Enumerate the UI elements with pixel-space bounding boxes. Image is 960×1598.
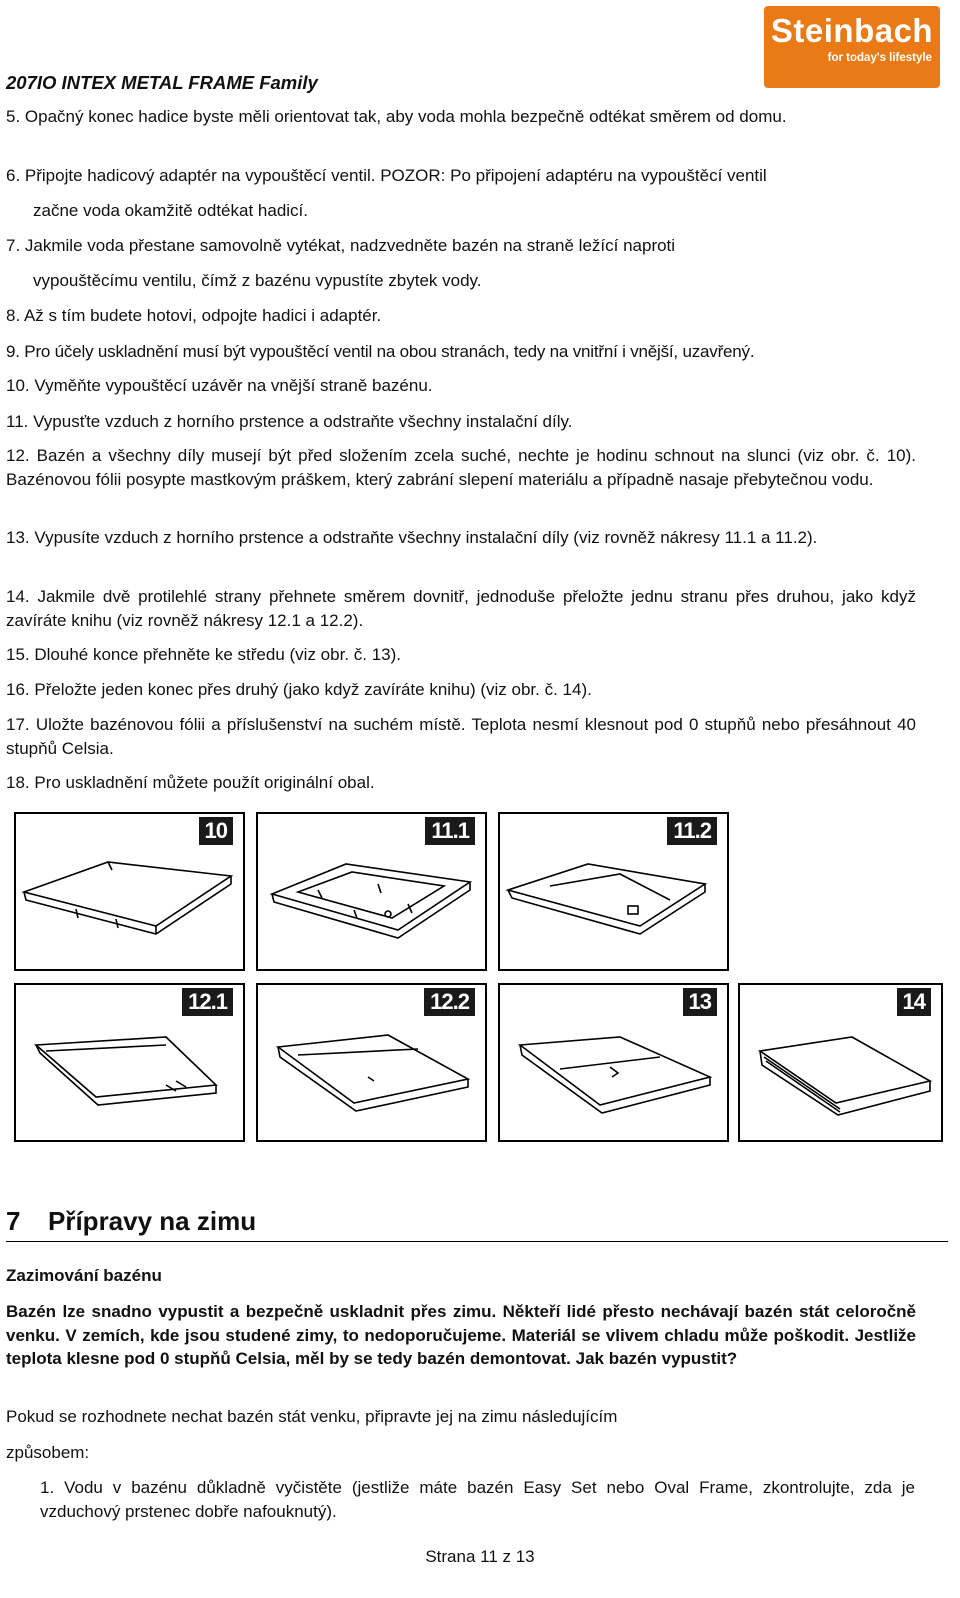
step-13: 13. Vypusíte vzduch z horního prstence a odstraňte všechny instalační díly (viz rovněž nákresy 11.1 a 11.2). <box>6 528 818 547</box>
step-12: 12. Bazén a všechny díly musejí být před složením zcela suché, nechte je hodinu schnout na slunci (viz obr. č. 10). Bazénovou fólii posypte mastkovým práškem, který zabrání slepení materiálu a případně nasaje přebytečnou vodu. <box>6 446 916 489</box>
step-11: 11. Vypusťte vzduch z horního prstence a odstraňte všechny instalační díly. <box>6 412 573 431</box>
step-5: 5. Opačný konec hadice byste měli orientovat tak, aby voda mohla bezpečně odtékat směrem od domu. <box>6 107 787 126</box>
step-18: 18. Pro uskladnění můžete použít originální obal. <box>6 773 375 792</box>
figure-14 <box>738 983 943 1142</box>
step-16: 16. Přeložte jeden konec přes druhý (jako když zavíráte knihu) (viz obr. č. 14). <box>6 680 592 699</box>
logo-tagline: for today's lifestyle <box>827 52 932 64</box>
section-heading <box>6 1206 256 1237</box>
step-15: 15. Dlouhé konce přehněte ke středu (viz obr. č. 13). <box>6 645 402 664</box>
bold-intro-paragraph: Bazén lze snadno vypustit a bezpečně uskladnit přes zimu. Někteří lidé přesto nechávají bazén stát celoročně venku. V zemích, kde jsou studené zimy, to nedoporučujeme. Materiál se vlivem chladu může poškodit. Jestliže teplota klesne pod 0 stupňů Celsia, měl by se tedy bazén demontovat. Jak bazén vypustit? <box>6 1302 916 1368</box>
figure-label: 13 <box>683 988 717 1016</box>
figure-label: 12.2 <box>424 988 475 1016</box>
document-title: 207IO INTEX METAL FRAME Family <box>6 72 318 93</box>
figure-12-2 <box>256 983 487 1142</box>
step-14: 14. Jakmile dvě protilehlé strany přehnete směrem dovnitř, jednoduše přeložte jednu stranu přes druhou, jako když zavíráte knihu (viz rovněž nákresy 12.1 a 12.2). <box>6 587 916 630</box>
intro-line-1: Pokud se rozhodnete nechat bazén stát venku, připravte jej na zimu následujícím <box>6 1407 618 1426</box>
step-6-line1: 6. Připojte hadicový adaptér na vypouštěcí ventil. POZOR: Po připojení adaptéru na vypouštěcí ventil <box>6 166 767 185</box>
section-number: 7 <box>6 1206 21 1236</box>
list-item-1: 1. Vodu v bazénu důkladně vyčistěte (jestliže máte bazén Easy Set nebo Oval Frame, zkontrolujte, zda je vzduchový prstenec dobře nafouknutý). <box>40 1478 915 1521</box>
figure-label: 11.1 <box>425 817 475 845</box>
logo-brand: Steinbach <box>770 12 934 49</box>
figure-11-1 <box>256 812 487 971</box>
step-9: 9. Pro účely uskladnění musí být vypouštěcí ventil na obou stranách, tedy na vnitřní i vnější, uzavřený. <box>6 342 755 361</box>
step-7-line2: vypouštěcímu ventilu, čímž z bazénu vypustíte zbytek vody. <box>33 271 482 290</box>
step-6-line2: začne voda okamžitě odtékat hadicí. <box>33 201 308 220</box>
step-17: 17. Uložte bazénovou fólii a příslušenství na suchém místě. Teplota nesmí klesnout pod 0 stupňů nebo přesáhnout 40 stupňů Celsia. <box>6 715 916 758</box>
figure-label: 11.2 <box>667 817 717 845</box>
step-10: 10. Vyměňte vypouštěcí uzávěr na vnější straně bazénu. <box>6 376 433 395</box>
figure-13 <box>498 983 729 1142</box>
intro-line-2: způsobem: <box>6 1443 90 1462</box>
step-8: 8. Až s tím budete hotovi, odpojte hadici i adaptér. <box>6 306 382 325</box>
heading-rule <box>6 1241 948 1242</box>
figure-label: 10 <box>199 817 233 845</box>
steinbach-logo <box>764 6 940 88</box>
subheading: Zazimování bazénu <box>6 1266 162 1285</box>
figure-11-2 <box>498 812 729 971</box>
figure-10 <box>14 812 245 971</box>
step-7-line1: 7. Jakmile voda přestane samovolně vytékat, nadzvedněte bazén na straně ležící naproti <box>6 236 676 255</box>
figure-12-1 <box>14 983 245 1142</box>
section-title: Přípravy na zimu <box>48 1206 257 1236</box>
figure-label: 14 <box>897 988 931 1016</box>
page-number: Strana 11 z 13 <box>425 1547 535 1566</box>
figure-label: 12.1 <box>182 988 233 1016</box>
